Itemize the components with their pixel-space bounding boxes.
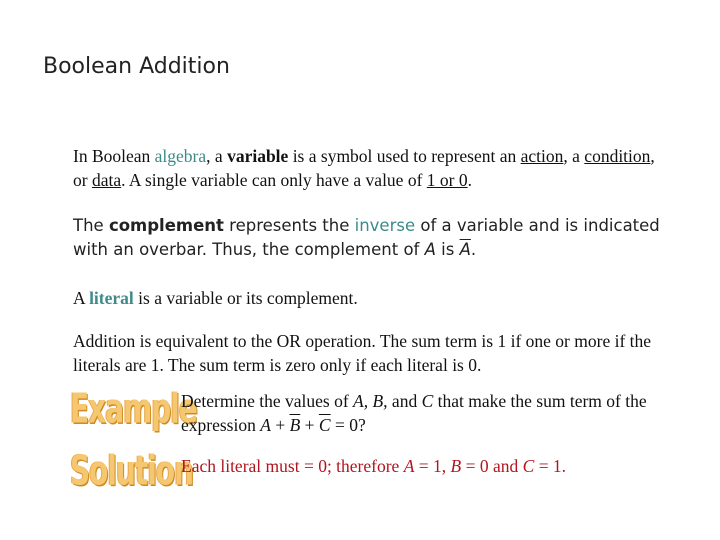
text: The	[73, 216, 109, 235]
solution-answer	[181, 454, 701, 478]
text: In Boolean	[73, 146, 155, 166]
paragraph-addition: Addition is equivalent to the OR operation. The sum term is 1 if one or more if the literals are 1. The sum term is zero only if each literal is 0.	[73, 331, 652, 375]
text: . A single variable can only have a value of	[121, 170, 427, 190]
text: .	[470, 240, 477, 259]
var-a: A	[403, 456, 415, 476]
text: that make the sum term of the expression	[181, 391, 647, 435]
term-algebra: algebra	[154, 146, 207, 166]
text: , a	[563, 146, 585, 166]
example-question	[181, 389, 681, 437]
term-1-or-0: 1 or 0	[426, 170, 468, 190]
term-inverse: inverse	[354, 216, 416, 235]
paragraph-variable-definition	[73, 144, 673, 192]
vars-abc: A, B,	[353, 391, 388, 411]
var-a-complement: $\overline{A}$	[459, 240, 471, 259]
text: Determine the values of	[181, 391, 354, 411]
paragraph-complement	[73, 214, 673, 262]
text: +	[270, 415, 290, 435]
text: is	[435, 240, 460, 259]
var-c: C	[421, 391, 434, 411]
text: and	[387, 391, 422, 411]
text: A	[73, 288, 90, 308]
term-variable: variable	[227, 146, 289, 166]
var-b: B	[450, 456, 462, 476]
term-condition: condition	[584, 146, 651, 166]
text: is a symbol used to represent an	[288, 146, 521, 166]
text: represents the	[223, 216, 355, 235]
text: , or	[73, 146, 655, 190]
var-a: A	[424, 240, 436, 259]
text: Each literal must = 0; therefore	[181, 456, 404, 476]
term-data: data	[91, 170, 122, 190]
var-c-complement: $\overline{C}$	[318, 415, 331, 435]
text: +	[300, 415, 319, 435]
term-literal: literal	[89, 288, 134, 308]
var-a: A	[260, 415, 271, 435]
text: of a variable and is indicated with an overbar. Thus, the complement of	[73, 216, 660, 259]
text: = 0 and	[461, 456, 523, 476]
text: , a	[206, 146, 228, 166]
text: = 0?	[330, 415, 366, 435]
text: = 1,	[414, 456, 451, 476]
text: = 1.	[534, 456, 567, 476]
example-label: Example	[70, 385, 197, 433]
solution-label: Solution	[70, 447, 194, 495]
var-c: C	[522, 456, 535, 476]
text: .	[467, 170, 472, 190]
slide-title: Boolean Addition	[43, 54, 230, 79]
text: is a variable or its complement.	[133, 288, 358, 308]
term-complement: complement	[108, 216, 224, 235]
var-b-complement: $\overline{B}$	[289, 415, 301, 435]
term-action: action	[520, 146, 564, 166]
paragraph-literal	[73, 286, 673, 310]
